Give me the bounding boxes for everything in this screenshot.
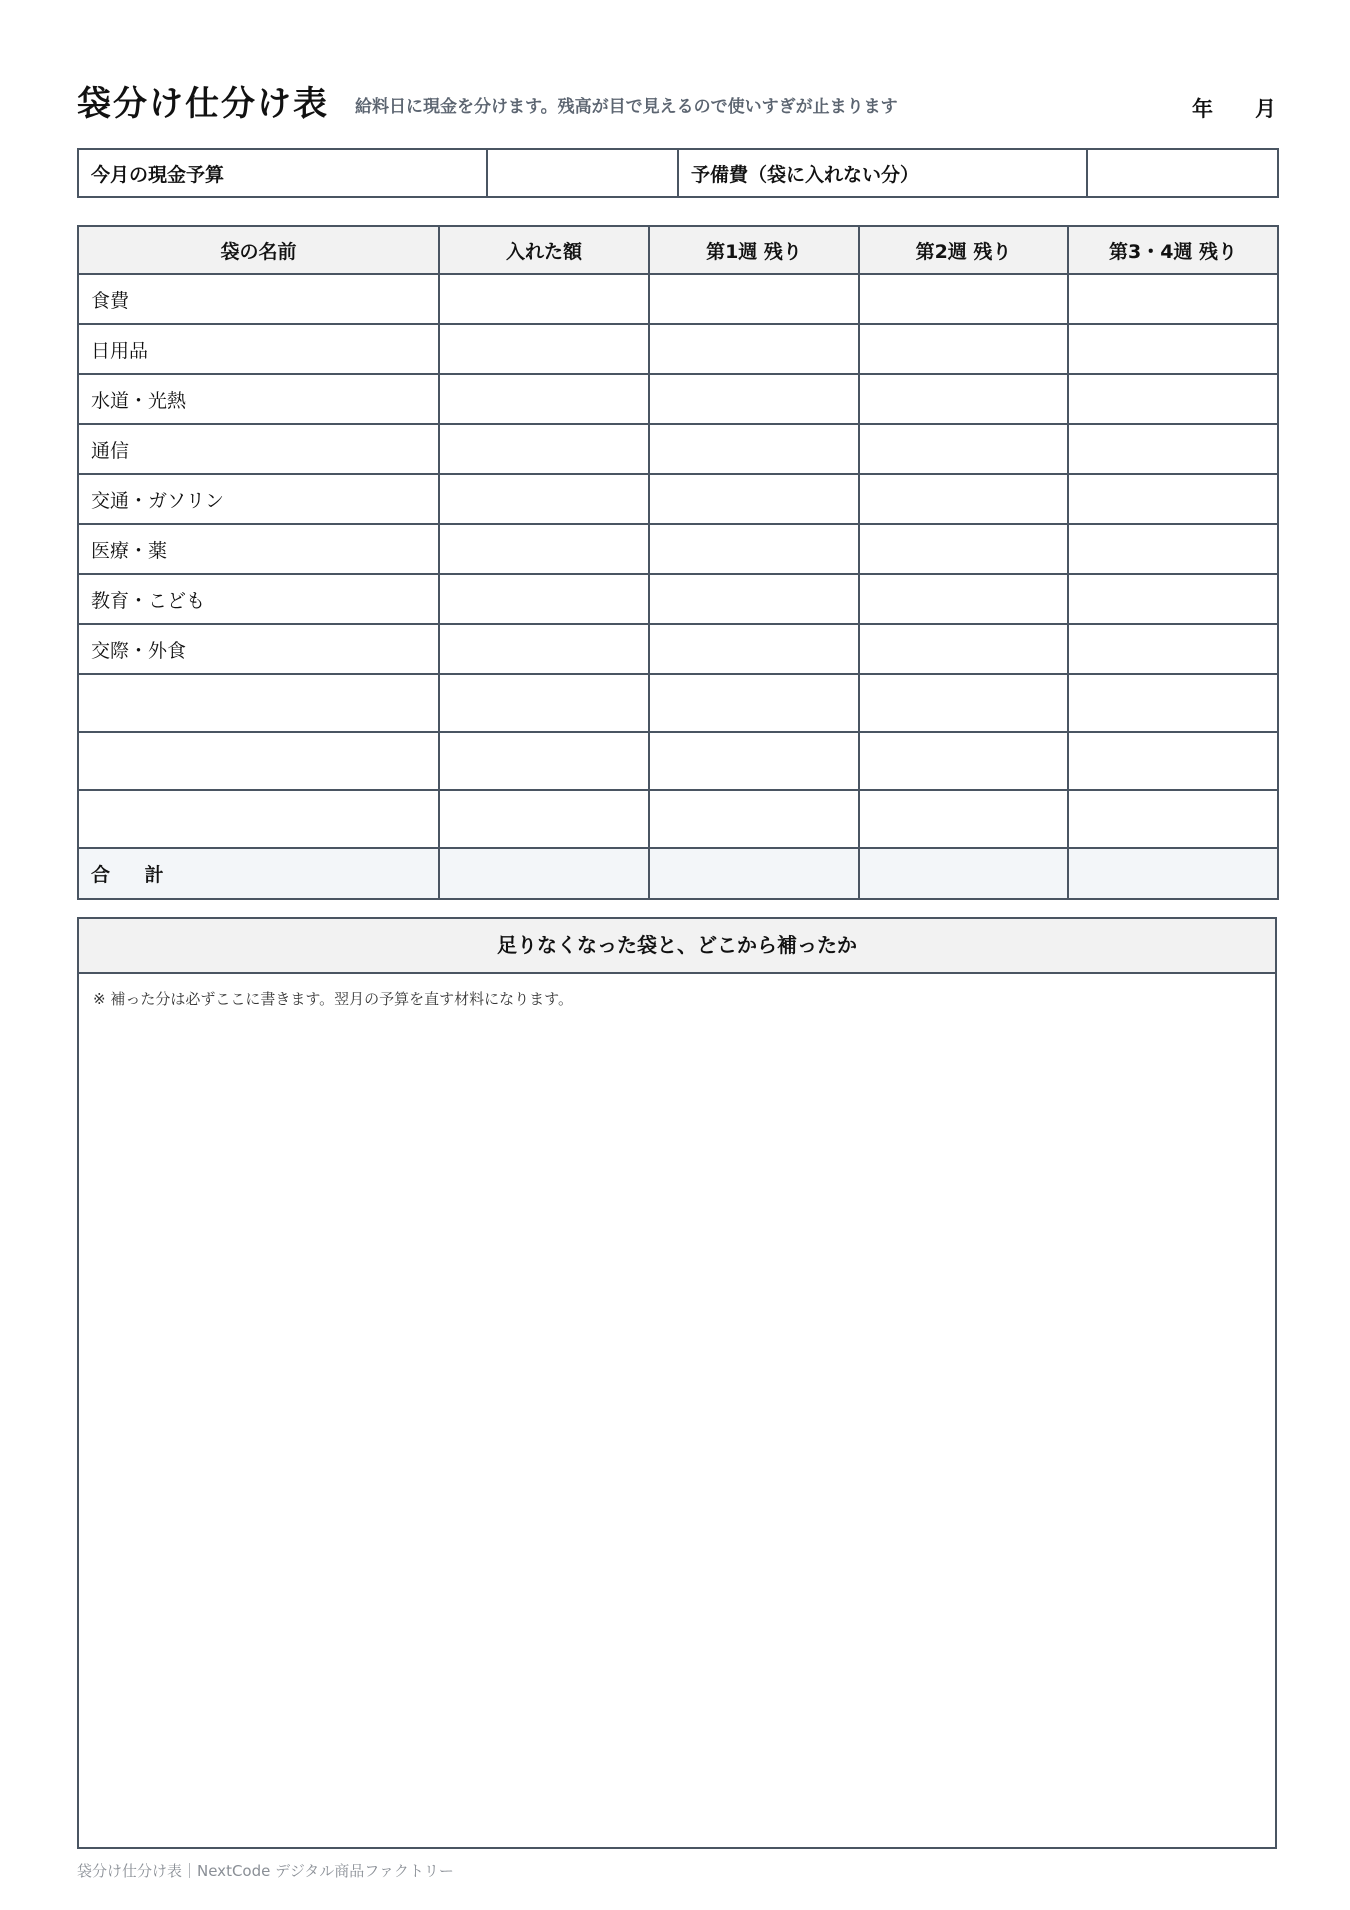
week1-cell[interactable] (649, 790, 859, 848)
amount-in-cell[interactable] (439, 574, 649, 624)
week1-cell[interactable] (649, 574, 859, 624)
week1-cell[interactable] (649, 324, 859, 374)
week2-cell[interactable] (859, 374, 1068, 424)
week1-cell[interactable] (649, 474, 859, 524)
table-row (78, 524, 1278, 574)
reserve-field[interactable] (1087, 149, 1278, 197)
budget-row (78, 149, 1278, 197)
week2-cell[interactable] (859, 324, 1068, 374)
table-row (78, 624, 1278, 674)
envelope-name: 水道・光熱 (78, 374, 439, 424)
week1-cell[interactable] (649, 732, 859, 790)
table-row (78, 274, 1278, 324)
amount-in-cell[interactable] (439, 274, 649, 324)
reserve-label: 予備費（袋に入れない分） (678, 149, 1087, 197)
envelope-name: 交通・ガソリン (78, 474, 439, 524)
amount-in-cell[interactable] (439, 732, 649, 790)
week34-cell[interactable] (1068, 274, 1278, 324)
week34-cell[interactable] (1068, 574, 1278, 624)
month-label: 月 (1255, 97, 1276, 121)
total-row (78, 848, 1278, 899)
table-header-row (78, 226, 1278, 274)
header-week34-remaining: 第3・4週 残り (1068, 226, 1278, 274)
envelope-name: 医療・薬 (78, 524, 439, 574)
envelope-name: 交際・外食 (78, 624, 439, 674)
week1-cell[interactable] (649, 424, 859, 474)
notes-hint: ※ 補った分は必ずここに書きます。翌月の予算を直す材料になります。 (93, 990, 573, 1008)
week34-cell[interactable] (1068, 674, 1278, 732)
total-week2-cell[interactable] (859, 848, 1068, 899)
week2-cell[interactable] (859, 474, 1068, 524)
week34-cell[interactable] (1068, 624, 1278, 674)
week2-cell[interactable] (859, 674, 1068, 732)
envelope-name: 食費 (78, 274, 439, 324)
header-week1-remaining: 第1週 残り (649, 226, 859, 274)
table-row (78, 424, 1278, 474)
week2-cell[interactable] (859, 790, 1068, 848)
week1-cell[interactable] (649, 674, 859, 732)
total-week34-cell[interactable] (1068, 848, 1278, 899)
blank-row (78, 790, 1278, 848)
envelope-table (77, 225, 1279, 900)
week34-cell[interactable] (1068, 324, 1278, 374)
week34-cell[interactable] (1068, 474, 1278, 524)
week34-cell[interactable] (1068, 424, 1278, 474)
notes-heading: 足りなくなった袋と、どこから補ったか (79, 919, 1275, 974)
week2-cell[interactable] (859, 524, 1068, 574)
week34-cell[interactable] (1068, 790, 1278, 848)
week34-cell[interactable] (1068, 374, 1278, 424)
amount-in-cell[interactable] (439, 790, 649, 848)
header-amount-in: 入れた額 (439, 226, 649, 274)
envelope-name-blank[interactable] (78, 790, 439, 848)
week34-cell[interactable] (1068, 732, 1278, 790)
week1-cell[interactable] (649, 524, 859, 574)
week1-cell[interactable] (649, 274, 859, 324)
envelope-name-blank[interactable] (78, 732, 439, 790)
total-label: 合 計 (78, 848, 439, 899)
table-row (78, 324, 1278, 374)
header-envelope-name: 袋の名前 (78, 226, 439, 274)
header-week2-remaining: 第2週 残り (859, 226, 1068, 274)
blank-row (78, 674, 1278, 732)
cash-budget-label: 今月の現金予算 (78, 149, 487, 197)
header (77, 76, 1277, 126)
week2-cell[interactable] (859, 732, 1068, 790)
envelope-name: 日用品 (78, 324, 439, 374)
table-row (78, 474, 1278, 524)
total-amount-in-cell[interactable] (439, 848, 649, 899)
shortage-notes-box (77, 917, 1277, 1849)
amount-in-cell[interactable] (439, 474, 649, 524)
blank-row (78, 732, 1278, 790)
week2-cell[interactable] (859, 624, 1068, 674)
week2-cell[interactable] (859, 424, 1068, 474)
week2-cell[interactable] (859, 274, 1068, 324)
week1-cell[interactable] (649, 374, 859, 424)
envelope-name: 教育・こども (78, 574, 439, 624)
total-week1-cell[interactable] (649, 848, 859, 899)
amount-in-cell[interactable] (439, 624, 649, 674)
week2-cell[interactable] (859, 574, 1068, 624)
amount-in-cell[interactable] (439, 324, 649, 374)
table-row (78, 574, 1278, 624)
week34-cell[interactable] (1068, 524, 1278, 574)
amount-in-cell[interactable] (439, 424, 649, 474)
amount-in-cell[interactable] (439, 524, 649, 574)
page-subtitle: 給料日に現金を分けます。残高が目で見えるので使いすぎが止まります (355, 97, 898, 117)
amount-in-cell[interactable] (439, 374, 649, 424)
page-title: 袋分け仕分け表 (77, 84, 329, 124)
amount-in-cell[interactable] (439, 674, 649, 732)
envelope-name: 通信 (78, 424, 439, 474)
year-label: 年 (1192, 97, 1213, 121)
cash-budget-field[interactable] (487, 149, 678, 197)
envelope-name-blank[interactable] (78, 674, 439, 732)
week1-cell[interactable] (649, 624, 859, 674)
budget-table (77, 148, 1279, 198)
footer-credit: 袋分け仕分け表｜NextCode デジタル商品ファクトリー (77, 1862, 454, 1880)
table-row (78, 374, 1278, 424)
